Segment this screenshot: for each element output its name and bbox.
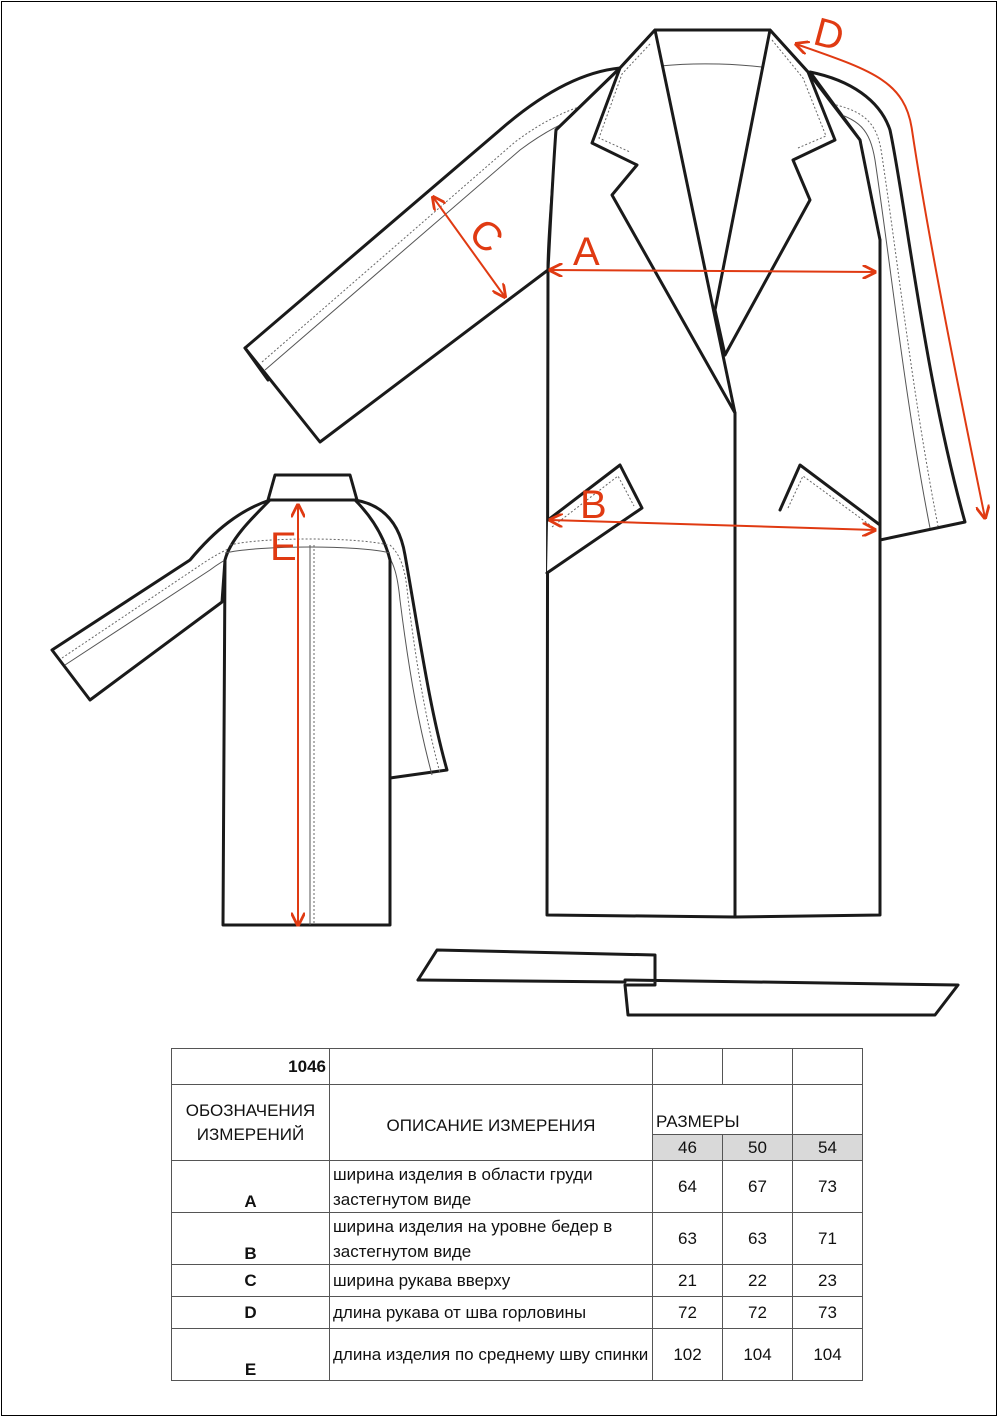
row-description: длина рукава от шва горловины — [330, 1297, 653, 1329]
model-number: 1046 — [172, 1049, 330, 1085]
table-title-row — [172, 1049, 863, 1085]
measure-d-label: D — [809, 9, 849, 60]
header-sizes: РАЗМЕРЫ — [653, 1085, 793, 1135]
size-54: 54 — [793, 1135, 863, 1161]
measure-e-label: E — [270, 525, 297, 569]
row-description: длина изделия по среднему шву спинки — [330, 1329, 653, 1381]
row-value: 73 — [793, 1297, 863, 1329]
row-code: A — [172, 1161, 330, 1213]
coat-back-view — [52, 475, 447, 925]
row-value: 21 — [653, 1265, 723, 1297]
row-description: ширина изделия на уровне бедер в застегнутом виде — [330, 1213, 653, 1265]
row-description: ширина рукава вверху — [330, 1265, 653, 1297]
row-value: 104 — [793, 1329, 863, 1381]
row-description: ширина изделия в области груди застегнутом виде — [330, 1161, 653, 1213]
coat-belt — [418, 950, 958, 1015]
measure-c-label: C — [460, 210, 512, 263]
size-46: 46 — [653, 1135, 723, 1161]
row-value: 72 — [723, 1297, 793, 1329]
row-value: 23 — [793, 1265, 863, 1297]
row-value: 64 — [653, 1161, 723, 1213]
row-code: E — [172, 1329, 330, 1381]
row-value: 63 — [653, 1213, 723, 1265]
row-value: 104 — [723, 1329, 793, 1381]
measure-b-label: B — [580, 483, 607, 527]
back-body — [223, 500, 390, 925]
row-value: 67 — [723, 1161, 793, 1213]
header-description: ОПИСАНИЕ ИЗМЕРЕНИЯ — [330, 1085, 653, 1161]
table-header-row — [172, 1085, 863, 1135]
measurement-spec-table — [171, 1048, 863, 1381]
row-value: 63 — [723, 1213, 793, 1265]
table-row — [172, 1265, 863, 1297]
table-row — [172, 1329, 863, 1381]
row-value: 102 — [653, 1329, 723, 1381]
row-code: C — [172, 1265, 330, 1297]
header-code: ОБОЗНАЧЕНИЯ ИЗМЕРЕНИЙ — [172, 1085, 330, 1161]
row-value: 73 — [793, 1161, 863, 1213]
row-value: 22 — [723, 1265, 793, 1297]
back-collar — [268, 475, 357, 500]
row-value: 72 — [653, 1297, 723, 1329]
table-row — [172, 1297, 863, 1329]
row-code: B — [172, 1213, 330, 1265]
table-row — [172, 1161, 863, 1213]
row-code: D — [172, 1297, 330, 1329]
size-50: 50 — [723, 1135, 793, 1161]
measure-a-label: A — [573, 230, 600, 274]
row-value: 71 — [793, 1213, 863, 1265]
front-body — [547, 30, 880, 917]
table-row — [172, 1213, 863, 1265]
